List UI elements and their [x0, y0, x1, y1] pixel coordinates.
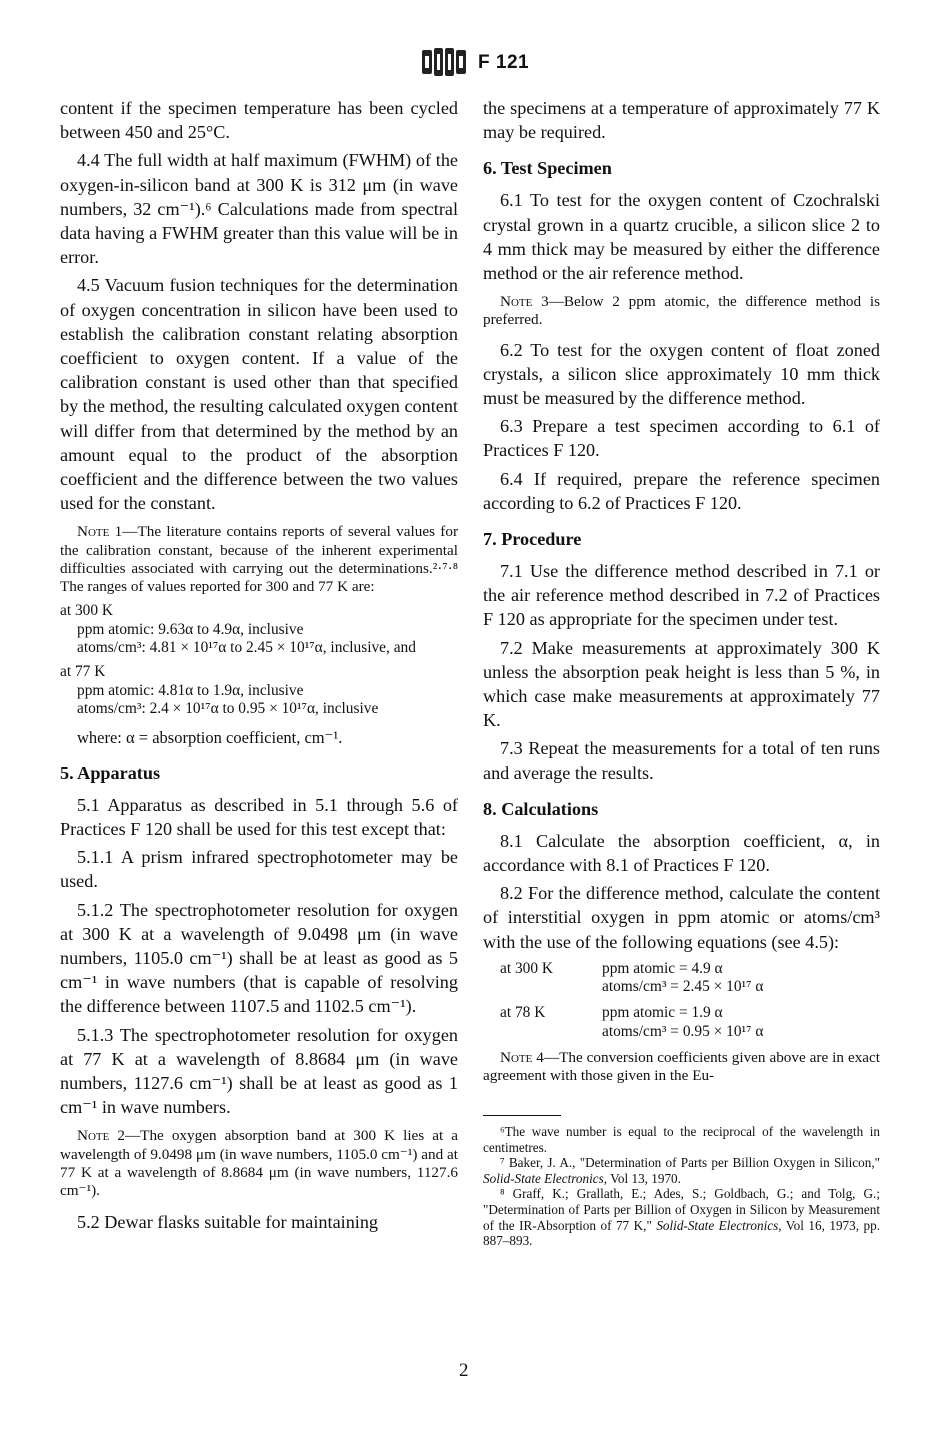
paragraph-continuation-right: the specimens at a temperature of approximately 77 K may be required. — [483, 98, 880, 143]
note-1-300k-ppm: ppm atomic: 9.63α to 4.9α, inclusive — [77, 620, 304, 638]
equations-table — [483, 960, 763, 1041]
paragraph-7-1: 7.1 Use the difference method described in 7.1 or the air reference method described in 7.2 of Practices F 120 as appropriate for the specimen under test. — [483, 561, 880, 630]
footnote-divider — [483, 1115, 561, 1116]
paragraph-6-4: 6.4 If required, prepare the reference specimen according to 6.2 of Practices F 120. — [483, 468, 880, 513]
paragraph-8-1: 8.1 Calculate the absorption coefficient, α, in accordance with 8.1 of Practices F 120. — [483, 830, 880, 876]
paragraph-6-3: 6.3 Prepare a test specimen according to 6.1 of Practices F 120. — [483, 416, 880, 461]
footnote-7: ⁷ Baker, J. A., "Determination of Parts per Billion Oxygen in Silicon," Solid-State Electronics, Vol 13, 1970. — [483, 1155, 880, 1186]
heading-calculations: 8. Calculations — [483, 798, 599, 819]
footnote-8: ⁸ Graff, K.; Grallath, E.; Ades, S.; Goldbach, G.; and Tolg, G.; "Determination of Parts per Billion of Oxygen in Silicon by Measurement of the IR-Absorption of 77 K," Solid-State Electronics, Vol 16, 1973, pp. 887–893. — [483, 1186, 880, 1249]
paragraph-7-2: 7.2 Make measurements at approximately 300 K unless the absorption peak height is less than 5 %, in which case make measurements at approximately 77 K. — [483, 637, 880, 731]
note-1-at-300k: at 300 K — [60, 602, 114, 620]
equation-atoms: atoms/cm³ = 2.45 × 10¹⁷ α — [602, 978, 764, 996]
equation-ppm: ppm atomic = 4.9 α — [602, 959, 723, 977]
note-1: Note 1—The literature contains reports of several values for the calibration constant, because of the inherent experimental difficulties associated with carrying out the determinations.²·⁷·⁸ The ranges of values reported for 300 and 77 K are: — [60, 523, 458, 596]
page-number: 2 — [459, 1360, 469, 1381]
paragraph-5-2: 5.2 Dewar flasks suitable for maintaining — [77, 1212, 379, 1233]
equation-ppm: ppm atomic = 1.9 α — [602, 1004, 723, 1022]
equation-row — [483, 978, 763, 996]
heading-test-specimen: 6. Test Specimen — [483, 158, 612, 179]
paragraph-6-1: 6.1 To test for the oxygen content of Czochralski crystal grown in a quartz crucible, a silicon slice 2 to 4 mm thick may be measured by either the difference method or the air reference method. — [483, 190, 880, 284]
footnote-6: ⁶The wave number is equal to the reciprocal of the wavelength in centimetres. — [483, 1124, 880, 1155]
note-2: Note 2—The oxygen absorption band at 300 K lies at a wavelength of 9.0498 μm (in wave numbers, 1105.0 cm⁻¹) and at 77 K at a wavelength of 8.8684 μm (in wave numbers, 1127.6 cm⁻¹). — [60, 1127, 458, 1199]
designation: F 121 — [478, 52, 530, 73]
paragraph-5-1: 5.1 Apparatus as described in 5.1 through 5.6 of Practices F 120 shall be used for this test except that: — [60, 794, 458, 839]
paragraph-5-1-1: 5.1.1 A prism infrared spectrophotometer may be used. — [60, 847, 458, 892]
note-1-at-77k: at 77 K — [60, 663, 106, 681]
astm-logo-icon — [420, 48, 468, 81]
paragraph-4-4: 4.4 The full width at half maximum (FWHM) of the oxygen-in-silicon band at 300 K is 312 μm (in wave numbers, 32 cm⁻¹).⁶ Calculations made from spectral data having a FWHM greater than this value will be in error. — [60, 150, 458, 268]
paragraph-4-5: 4.5 Vacuum fusion techniques for the determination of oxygen concentration in silicon have been used to establish the calibration constant relating absorption coefficient to oxygen content. If a value of the calibration constant is used other than that specified by the method, the resulting calculated oxygen content will differ from that determined by the method by an amount equal to the product of the absorption coefficient and the difference between the two values used for the constant. — [60, 275, 458, 514]
note-1-300k-atoms: atoms/cm³: 4.81 × 10¹⁷α to 2.45 × 10¹⁷α, inclusive, and — [77, 639, 416, 657]
page-header — [0, 48, 950, 88]
equation-row — [483, 960, 763, 978]
note-4: Note 4—The conversion coefficients given above are in exact agreement with those given in the Eu- — [483, 1048, 880, 1084]
note-1-77k-ppm: ppm atomic: 4.81α to 1.9α, inclusive — [77, 681, 304, 699]
right-column — [483, 96, 880, 1249]
left-column — [60, 96, 458, 1234]
paragraph-5-1-3: 5.1.3 The spectrophotometer resolution for oxygen at 77 K at a wavelength of 8.8684 μm (in wave numbers, 1127.6 cm⁻¹) shall be at least as good as 1 cm⁻¹ in wave numbers. — [60, 1024, 458, 1118]
equation-label: at 78 K — [500, 1004, 546, 1022]
paragraph-continuation: content if the specimen temperature has been cycled between 450 and 25°C. — [60, 98, 458, 143]
paragraph-8-2: 8.2 For the difference method, calculate the content of interstitial oxygen in ppm atomic or atoms/cm³ with the use of the following equations (see 4.5): — [483, 883, 880, 952]
heading-apparatus: 5. Apparatus — [60, 762, 161, 783]
equation-atoms: atoms/cm³ = 0.95 × 10¹⁷ α — [602, 1022, 764, 1040]
equation-row — [483, 1004, 763, 1022]
where-definition: where: α = absorption coefficient, cm⁻¹. — [77, 727, 343, 747]
equation-row — [483, 1023, 763, 1041]
note-1-77k-atoms: atoms/cm³: 2.4 × 10¹⁷α to 0.95 × 10¹⁷α, inclusive — [77, 700, 379, 718]
heading-procedure: 7. Procedure — [483, 529, 582, 550]
equation-label: at 300 K — [500, 959, 554, 977]
note-3: Note 3—Below 2 ppm atomic, the difference method is preferred. — [483, 293, 880, 329]
paragraph-6-2: 6.2 To test for the oxygen content of float zoned crystals, a silicon slice approximately 10 mm thick must be measured by the difference method. — [483, 339, 880, 409]
paragraph-7-3: 7.3 Repeat the measurements for a total of ten runs and average the results. — [483, 738, 880, 783]
paragraph-5-1-2: 5.1.2 The spectrophotometer resolution for oxygen at 300 K at a wavelength of 9.0498 μm (in wave numbers, 1105.0 cm⁻¹) shall be at least as good as 5 cm⁻¹ in wave numbers (that is capable of resolving the difference between 1107.5 and 1102.5 cm⁻¹). — [60, 899, 458, 1017]
